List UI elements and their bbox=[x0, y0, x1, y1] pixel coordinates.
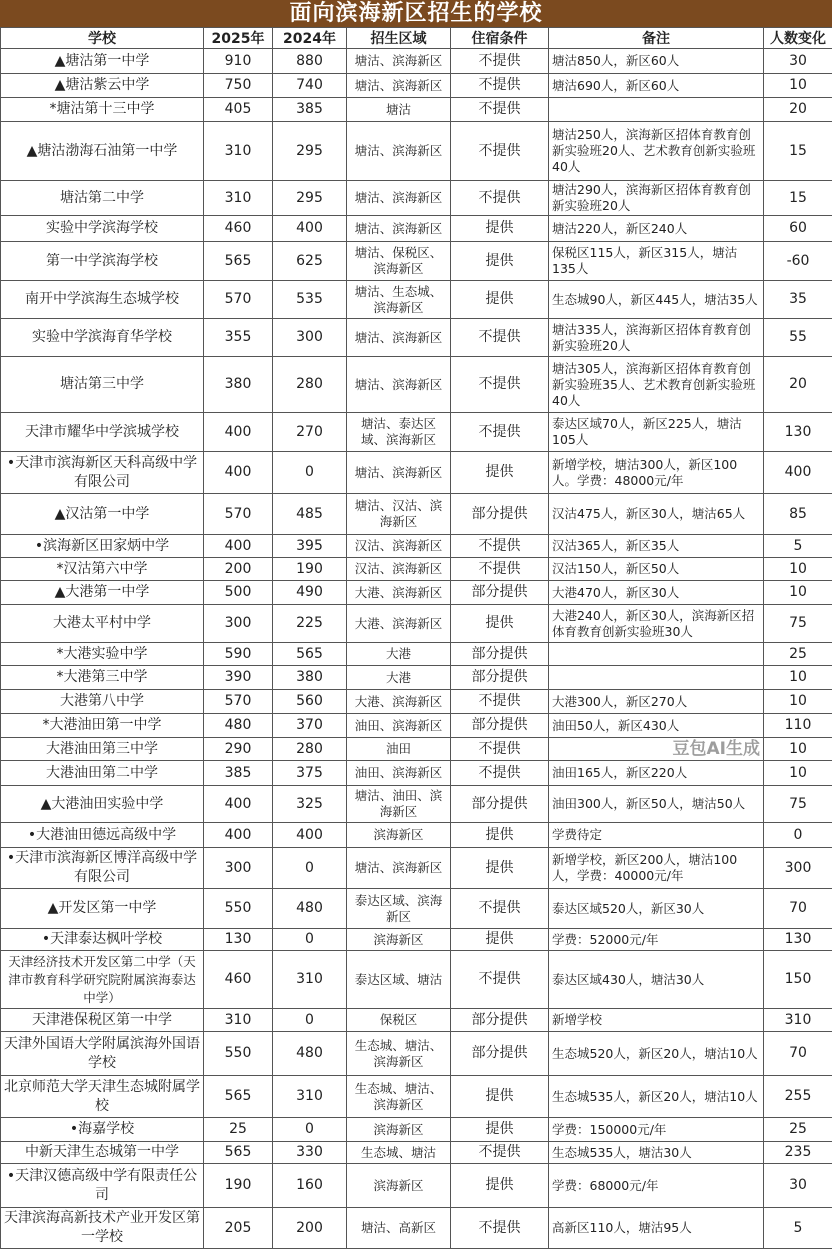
change-cell: 10 bbox=[764, 581, 832, 605]
header-housing: 住宿条件 bbox=[451, 28, 549, 49]
table-row bbox=[1, 49, 832, 74]
enroll-2024-cell: 280 bbox=[273, 738, 347, 761]
area-cell: 塘沽、油田、滨海新区 bbox=[347, 786, 451, 823]
housing-cell: 提供 bbox=[451, 1118, 549, 1142]
school-cell: •天津市滨海新区博洋高级中学有限公司 bbox=[1, 848, 204, 889]
enroll-2024-cell: 310 bbox=[273, 951, 347, 1009]
housing-cell: 部分提供 bbox=[451, 666, 549, 690]
table-row bbox=[1, 122, 832, 181]
table-row bbox=[1, 823, 832, 848]
notes-cell: 生态城535人，塘沽30人 bbox=[549, 1142, 764, 1164]
school-cell: •天津市滨海新区天科高级中学有限公司 bbox=[1, 452, 204, 494]
enroll-2025-cell: 355 bbox=[204, 319, 273, 357]
notes-cell: 新增学校 bbox=[549, 1009, 764, 1032]
change-cell: 255 bbox=[764, 1076, 832, 1118]
table-row bbox=[1, 98, 832, 122]
enroll-2025-cell: 310 bbox=[204, 122, 273, 181]
enroll-2024-cell: 0 bbox=[273, 1118, 347, 1142]
enroll-2025-cell: 570 bbox=[204, 281, 273, 319]
change-cell: 75 bbox=[764, 605, 832, 643]
enroll-2025-cell: 380 bbox=[204, 357, 273, 413]
school-cell: 大港油田第三中学 bbox=[1, 738, 204, 761]
enroll-2024-cell: 0 bbox=[273, 452, 347, 494]
header-area: 招生区域 bbox=[347, 28, 451, 49]
school-cell: *塘沽第十三中学 bbox=[1, 98, 204, 122]
change-cell: 35 bbox=[764, 281, 832, 319]
notes-cell: 学费：150000元/年 bbox=[549, 1118, 764, 1142]
area-cell: 滨海新区 bbox=[347, 1164, 451, 1208]
table-row bbox=[1, 535, 832, 558]
change-cell: 300 bbox=[764, 848, 832, 889]
housing-cell: 不提供 bbox=[451, 1142, 549, 1164]
enroll-2024-cell: 370 bbox=[273, 714, 347, 738]
housing-cell: 部分提供 bbox=[451, 786, 549, 823]
housing-cell: 不提供 bbox=[451, 558, 549, 581]
table-row bbox=[1, 951, 832, 1009]
enroll-2025-cell: 550 bbox=[204, 1032, 273, 1076]
area-cell: 大港 bbox=[347, 643, 451, 666]
area-cell: 滨海新区 bbox=[347, 1118, 451, 1142]
housing-cell: 不提供 bbox=[451, 889, 549, 929]
area-cell: 塘沽、滨海新区 bbox=[347, 181, 451, 216]
table-row bbox=[1, 738, 832, 761]
notes-cell: 大港240人，新区30人，滨海新区招体育教育创新实验班30人 bbox=[549, 605, 764, 643]
housing-cell: 不提供 bbox=[451, 122, 549, 181]
notes-cell: 大港470人，新区30人 bbox=[549, 581, 764, 605]
enroll-2024-cell: 225 bbox=[273, 605, 347, 643]
table-row bbox=[1, 605, 832, 643]
enroll-2025-cell: 400 bbox=[204, 452, 273, 494]
enroll-2025-cell: 565 bbox=[204, 242, 273, 281]
notes-cell: 新增学校，新区200人，塘沽100人，学费：40000元/年 bbox=[549, 848, 764, 889]
school-cell: 天津经济技术开发区第二中学（天津市教育科学研究院附属滨海泰达中学） bbox=[1, 951, 204, 1009]
change-cell: 20 bbox=[764, 357, 832, 413]
change-cell: 15 bbox=[764, 122, 832, 181]
table-row bbox=[1, 319, 832, 357]
table-row bbox=[1, 494, 832, 535]
notes-cell: 塘沽250人，滨海新区招体育教育创新实验班20人、艺术教育创新实验班40人 bbox=[549, 122, 764, 181]
area-cell: 塘沽、高新区 bbox=[347, 1208, 451, 1249]
notes-cell: 泰达区域70人，新区225人，塘沽105人 bbox=[549, 413, 764, 452]
enroll-2025-cell: 565 bbox=[204, 1142, 273, 1164]
notes-cell: 泰达区域430人，塘沽30人 bbox=[549, 951, 764, 1009]
header-2024: 2024年 bbox=[273, 28, 347, 49]
change-cell: 70 bbox=[764, 1032, 832, 1076]
area-cell: 塘沽、滨海新区 bbox=[347, 319, 451, 357]
enroll-2024-cell: 395 bbox=[273, 535, 347, 558]
change-cell: 150 bbox=[764, 951, 832, 1009]
school-cell: 大港太平村中学 bbox=[1, 605, 204, 643]
table-row bbox=[1, 1208, 832, 1249]
school-cell: ▲汉沽第一中学 bbox=[1, 494, 204, 535]
school-cell: 中新天津生态城第一中学 bbox=[1, 1142, 204, 1164]
notes-cell: 塘沽850人，新区60人 bbox=[549, 49, 764, 74]
enroll-2025-cell: 400 bbox=[204, 413, 273, 452]
housing-cell: 不提供 bbox=[451, 98, 549, 122]
table-title: 面向滨海新区招生的学校 bbox=[0, 0, 832, 27]
area-cell: 油田、滨海新区 bbox=[347, 761, 451, 786]
table-row bbox=[1, 216, 832, 242]
notes-cell: 汉沽150人，新区50人 bbox=[549, 558, 764, 581]
enroll-2024-cell: 740 bbox=[273, 74, 347, 98]
enroll-2024-cell: 375 bbox=[273, 761, 347, 786]
school-cell: *汉沽第六中学 bbox=[1, 558, 204, 581]
school-cell: ▲开发区第一中学 bbox=[1, 889, 204, 929]
notes-cell: 汉沽365人，新区35人 bbox=[549, 535, 764, 558]
area-cell: 大港、滨海新区 bbox=[347, 605, 451, 643]
header-2025: 2025年 bbox=[204, 28, 273, 49]
enroll-2025-cell: 300 bbox=[204, 848, 273, 889]
table-row bbox=[1, 581, 832, 605]
change-cell: 235 bbox=[764, 1142, 832, 1164]
housing-cell: 部分提供 bbox=[451, 714, 549, 738]
area-cell: 汉沽、滨海新区 bbox=[347, 558, 451, 581]
notes-cell bbox=[549, 98, 764, 122]
school-cell: *大港实验中学 bbox=[1, 643, 204, 666]
area-cell: 汉沽、滨海新区 bbox=[347, 535, 451, 558]
change-cell: 10 bbox=[764, 666, 832, 690]
enroll-2025-cell: 405 bbox=[204, 98, 273, 122]
area-cell: 保税区 bbox=[347, 1009, 451, 1032]
table-row bbox=[1, 413, 832, 452]
enroll-2024-cell: 400 bbox=[273, 823, 347, 848]
area-cell: 大港、滨海新区 bbox=[347, 690, 451, 714]
enroll-2024-cell: 565 bbox=[273, 643, 347, 666]
enroll-2024-cell: 325 bbox=[273, 786, 347, 823]
enroll-2024-cell: 490 bbox=[273, 581, 347, 605]
area-cell: 油田 bbox=[347, 738, 451, 761]
table-row bbox=[1, 558, 832, 581]
change-cell: 15 bbox=[764, 181, 832, 216]
schools-table bbox=[0, 27, 832, 1249]
enroll-2024-cell: 300 bbox=[273, 319, 347, 357]
area-cell: 油田、滨海新区 bbox=[347, 714, 451, 738]
change-cell: 75 bbox=[764, 786, 832, 823]
change-cell: 30 bbox=[764, 49, 832, 74]
change-cell: 10 bbox=[764, 558, 832, 581]
housing-cell: 提供 bbox=[451, 929, 549, 951]
change-cell: 85 bbox=[764, 494, 832, 535]
school-cell: ▲塘沽渤海石油第一中学 bbox=[1, 122, 204, 181]
table-row bbox=[1, 666, 832, 690]
table-row bbox=[1, 1118, 832, 1142]
watermark: 豆包AI生成 bbox=[552, 739, 760, 759]
area-cell: 滨海新区 bbox=[347, 823, 451, 848]
housing-cell: 提供 bbox=[451, 605, 549, 643]
notes-cell: 生态城90人，新区445人，塘沽35人 bbox=[549, 281, 764, 319]
housing-cell: 不提供 bbox=[451, 690, 549, 714]
change-cell: 10 bbox=[764, 690, 832, 714]
change-cell: 10 bbox=[764, 761, 832, 786]
housing-cell: 提供 bbox=[451, 216, 549, 242]
school-cell: 北京师范大学天津生态城附属学校 bbox=[1, 1076, 204, 1118]
enroll-2024-cell: 480 bbox=[273, 1032, 347, 1076]
housing-cell: 不提供 bbox=[451, 357, 549, 413]
enroll-2025-cell: 500 bbox=[204, 581, 273, 605]
enroll-2025-cell: 460 bbox=[204, 216, 273, 242]
housing-cell: 不提供 bbox=[451, 74, 549, 98]
housing-cell: 提供 bbox=[451, 281, 549, 319]
header-school: 学校 bbox=[1, 28, 204, 49]
enroll-2025-cell: 590 bbox=[204, 643, 273, 666]
housing-cell: 不提供 bbox=[451, 951, 549, 1009]
area-cell: 塘沽 bbox=[347, 98, 451, 122]
notes-cell: 生态城535人，新区20人，塘沽10人 bbox=[549, 1076, 764, 1118]
school-cell: 塘沽第二中学 bbox=[1, 181, 204, 216]
enroll-2024-cell: 480 bbox=[273, 889, 347, 929]
table-row bbox=[1, 1164, 832, 1208]
enroll-2025-cell: 570 bbox=[204, 690, 273, 714]
enroll-2025-cell: 300 bbox=[204, 605, 273, 643]
change-cell: 5 bbox=[764, 1208, 832, 1249]
change-cell: 25 bbox=[764, 1118, 832, 1142]
enroll-2025-cell: 400 bbox=[204, 535, 273, 558]
notes-cell: 泰达区域520人，新区30人 bbox=[549, 889, 764, 929]
notes-cell: 保税区115人，新区315人，塘沽135人 bbox=[549, 242, 764, 281]
change-cell: 70 bbox=[764, 889, 832, 929]
housing-cell: 部分提供 bbox=[451, 581, 549, 605]
school-cell: 第一中学滨海学校 bbox=[1, 242, 204, 281]
table-row bbox=[1, 452, 832, 494]
school-cell: 实验中学滨海学校 bbox=[1, 216, 204, 242]
area-cell: 塘沽、滨海新区 bbox=[347, 452, 451, 494]
enroll-2024-cell: 0 bbox=[273, 1009, 347, 1032]
housing-cell: 不提供 bbox=[451, 738, 549, 761]
school-cell: 实验中学滨海育华学校 bbox=[1, 319, 204, 357]
table-row bbox=[1, 1076, 832, 1118]
housing-cell: 提供 bbox=[451, 848, 549, 889]
table-row bbox=[1, 1032, 832, 1076]
notes-cell: 油田50人，新区430人 bbox=[549, 714, 764, 738]
enroll-2025-cell: 565 bbox=[204, 1076, 273, 1118]
housing-cell: 部分提供 bbox=[451, 1009, 549, 1032]
table-row bbox=[1, 281, 832, 319]
housing-cell: 不提供 bbox=[451, 49, 549, 74]
notes-cell: 油田165人，新区220人 bbox=[549, 761, 764, 786]
housing-cell: 不提供 bbox=[451, 319, 549, 357]
school-cell: •大港油田德远高级中学 bbox=[1, 823, 204, 848]
area-cell: 生态城、塘沽、滨海新区 bbox=[347, 1032, 451, 1076]
school-cell: •天津汉德高级中学有限责任公司 bbox=[1, 1164, 204, 1208]
enroll-2024-cell: 880 bbox=[273, 49, 347, 74]
housing-cell: 部分提供 bbox=[451, 643, 549, 666]
enroll-2025-cell: 200 bbox=[204, 558, 273, 581]
table-row bbox=[1, 1142, 832, 1164]
housing-cell: 不提供 bbox=[451, 181, 549, 216]
housing-cell: 不提供 bbox=[451, 535, 549, 558]
school-cell: 天津市耀华中学滨城学校 bbox=[1, 413, 204, 452]
area-cell: 生态城、塘沽、滨海新区 bbox=[347, 1076, 451, 1118]
housing-cell: 提供 bbox=[451, 823, 549, 848]
school-cell: •海嘉学校 bbox=[1, 1118, 204, 1142]
notes-cell bbox=[549, 666, 764, 690]
enroll-2025-cell: 130 bbox=[204, 929, 273, 951]
notes-cell: 大港300人，新区270人 bbox=[549, 690, 764, 714]
school-cell: 大港油田第二中学 bbox=[1, 761, 204, 786]
notes-cell: 塘沽335人，滨海新区招体育教育创新实验班20人 bbox=[549, 319, 764, 357]
area-cell: 滨海新区 bbox=[347, 929, 451, 951]
header-change: 人数变化 bbox=[764, 28, 832, 49]
change-cell: 5 bbox=[764, 535, 832, 558]
enroll-2025-cell: 385 bbox=[204, 761, 273, 786]
area-cell: 塘沽、滨海新区 bbox=[347, 216, 451, 242]
area-cell: 塘沽、汉沽、滨海新区 bbox=[347, 494, 451, 535]
area-cell: 塘沽、滨海新区 bbox=[347, 49, 451, 74]
enroll-2024-cell: 0 bbox=[273, 929, 347, 951]
area-cell: 塘沽、泰达区域、滨海新区 bbox=[347, 413, 451, 452]
notes-cell: 塘沽305人，滨海新区招体育教育创新实验班35人、艺术教育创新实验班40人 bbox=[549, 357, 764, 413]
enroll-2024-cell: 0 bbox=[273, 848, 347, 889]
housing-cell: 提供 bbox=[451, 1164, 549, 1208]
table-row bbox=[1, 357, 832, 413]
school-cell: *大港油田第一中学 bbox=[1, 714, 204, 738]
enroll-2025-cell: 25 bbox=[204, 1118, 273, 1142]
area-cell: 生态城、塘沽 bbox=[347, 1142, 451, 1164]
housing-cell: 部分提供 bbox=[451, 494, 549, 535]
enroll-2024-cell: 295 bbox=[273, 122, 347, 181]
enroll-2024-cell: 160 bbox=[273, 1164, 347, 1208]
enroll-2024-cell: 295 bbox=[273, 181, 347, 216]
enroll-2024-cell: 270 bbox=[273, 413, 347, 452]
table-row bbox=[1, 889, 832, 929]
enroll-2024-cell: 560 bbox=[273, 690, 347, 714]
table-row bbox=[1, 690, 832, 714]
change-cell: 55 bbox=[764, 319, 832, 357]
notes-cell: 学费：52000元/年 bbox=[549, 929, 764, 951]
change-cell: 60 bbox=[764, 216, 832, 242]
school-cell: *大港第三中学 bbox=[1, 666, 204, 690]
change-cell: 20 bbox=[764, 98, 832, 122]
notes-cell: 塘沽690人，新区60人 bbox=[549, 74, 764, 98]
area-cell: 塘沽、生态城、滨海新区 bbox=[347, 281, 451, 319]
table-row bbox=[1, 181, 832, 216]
change-cell: 30 bbox=[764, 1164, 832, 1208]
area-cell: 塘沽、滨海新区 bbox=[347, 74, 451, 98]
change-cell: 10 bbox=[764, 74, 832, 98]
school-cell: 南开中学滨海生态城学校 bbox=[1, 281, 204, 319]
enroll-2025-cell: 400 bbox=[204, 823, 273, 848]
enroll-2025-cell: 750 bbox=[204, 74, 273, 98]
enroll-2024-cell: 310 bbox=[273, 1076, 347, 1118]
change-cell: 130 bbox=[764, 413, 832, 452]
enroll-2024-cell: 190 bbox=[273, 558, 347, 581]
table-row bbox=[1, 643, 832, 666]
enroll-2024-cell: 625 bbox=[273, 242, 347, 281]
table-row bbox=[1, 242, 832, 281]
school-cell: 天津滨海高新技术产业开发区第一学校 bbox=[1, 1208, 204, 1249]
enroll-2024-cell: 400 bbox=[273, 216, 347, 242]
area-cell: 塘沽、滨海新区 bbox=[347, 848, 451, 889]
enroll-2025-cell: 205 bbox=[204, 1208, 273, 1249]
housing-cell: 提供 bbox=[451, 452, 549, 494]
school-cell: ▲塘沽紫云中学 bbox=[1, 74, 204, 98]
school-cell: ▲塘沽第一中学 bbox=[1, 49, 204, 74]
housing-cell: 不提供 bbox=[451, 1208, 549, 1249]
school-cell: 天津外国语大学附属滨海外国语学校 bbox=[1, 1032, 204, 1076]
enroll-2024-cell: 280 bbox=[273, 357, 347, 413]
enroll-2024-cell: 200 bbox=[273, 1208, 347, 1249]
notes-cell: 学费待定 bbox=[549, 823, 764, 848]
school-cell: •天津泰达枫叶学校 bbox=[1, 929, 204, 951]
notes-cell: 新增学校，塘沽300人，新区100人。学费：48000元/年 bbox=[549, 452, 764, 494]
header-row bbox=[1, 28, 832, 49]
enroll-2024-cell: 485 bbox=[273, 494, 347, 535]
school-cell: ▲大港油田实验中学 bbox=[1, 786, 204, 823]
enroll-2025-cell: 570 bbox=[204, 494, 273, 535]
change-cell: 130 bbox=[764, 929, 832, 951]
school-cell: 天津港保税区第一中学 bbox=[1, 1009, 204, 1032]
school-cell: 大港第八中学 bbox=[1, 690, 204, 714]
housing-cell: 提供 bbox=[451, 1076, 549, 1118]
notes-cell bbox=[549, 738, 764, 761]
housing-cell: 部分提供 bbox=[451, 1032, 549, 1076]
enroll-2025-cell: 460 bbox=[204, 951, 273, 1009]
housing-cell: 不提供 bbox=[451, 413, 549, 452]
enroll-2025-cell: 480 bbox=[204, 714, 273, 738]
table-row bbox=[1, 74, 832, 98]
notes-cell: 塘沽220人，新区240人 bbox=[549, 216, 764, 242]
table-row bbox=[1, 786, 832, 823]
notes-cell: 油田300人，新区50人，塘沽50人 bbox=[549, 786, 764, 823]
area-cell: 泰达区域、塘沽 bbox=[347, 951, 451, 1009]
area-cell: 泰达区域、滨海新区 bbox=[347, 889, 451, 929]
enroll-2025-cell: 400 bbox=[204, 786, 273, 823]
area-cell: 塘沽、滨海新区 bbox=[347, 122, 451, 181]
change-cell: 25 bbox=[764, 643, 832, 666]
change-cell: 10 bbox=[764, 738, 832, 761]
housing-cell: 不提供 bbox=[451, 761, 549, 786]
area-cell: 塘沽、滨海新区 bbox=[347, 357, 451, 413]
table-row bbox=[1, 848, 832, 889]
area-cell: 大港、滨海新区 bbox=[347, 581, 451, 605]
school-cell: 塘沽第三中学 bbox=[1, 357, 204, 413]
table-row bbox=[1, 929, 832, 951]
enroll-2024-cell: 385 bbox=[273, 98, 347, 122]
housing-cell: 提供 bbox=[451, 242, 549, 281]
table-row bbox=[1, 714, 832, 738]
change-cell: 110 bbox=[764, 714, 832, 738]
notes-cell: 学费：68000元/年 bbox=[549, 1164, 764, 1208]
notes-cell bbox=[549, 643, 764, 666]
change-cell: 400 bbox=[764, 452, 832, 494]
area-cell: 塘沽、保税区、滨海新区 bbox=[347, 242, 451, 281]
notes-cell: 塘沽290人，滨海新区招体育教育创新实验班20人 bbox=[549, 181, 764, 216]
school-cell: ▲大港第一中学 bbox=[1, 581, 204, 605]
enroll-2025-cell: 190 bbox=[204, 1164, 273, 1208]
school-cell: •滨海新区田家炳中学 bbox=[1, 535, 204, 558]
header-notes: 备注 bbox=[549, 28, 764, 49]
notes-cell: 汉沽475人，新区30人，塘沽65人 bbox=[549, 494, 764, 535]
notes-cell: 高新区110人，塘沽95人 bbox=[549, 1208, 764, 1249]
table-row bbox=[1, 1009, 832, 1032]
enroll-2025-cell: 910 bbox=[204, 49, 273, 74]
enroll-2025-cell: 390 bbox=[204, 666, 273, 690]
enroll-2024-cell: 535 bbox=[273, 281, 347, 319]
change-cell: 0 bbox=[764, 823, 832, 848]
enroll-2025-cell: 550 bbox=[204, 889, 273, 929]
change-cell: -60 bbox=[764, 242, 832, 281]
enroll-2025-cell: 310 bbox=[204, 1009, 273, 1032]
notes-cell: 生态城520人，新区20人，塘沽10人 bbox=[549, 1032, 764, 1076]
enroll-2025-cell: 290 bbox=[204, 738, 273, 761]
table-row bbox=[1, 761, 832, 786]
change-cell: 310 bbox=[764, 1009, 832, 1032]
enroll-2024-cell: 380 bbox=[273, 666, 347, 690]
enroll-2024-cell: 330 bbox=[273, 1142, 347, 1164]
area-cell: 大港 bbox=[347, 666, 451, 690]
enroll-2025-cell: 310 bbox=[204, 181, 273, 216]
